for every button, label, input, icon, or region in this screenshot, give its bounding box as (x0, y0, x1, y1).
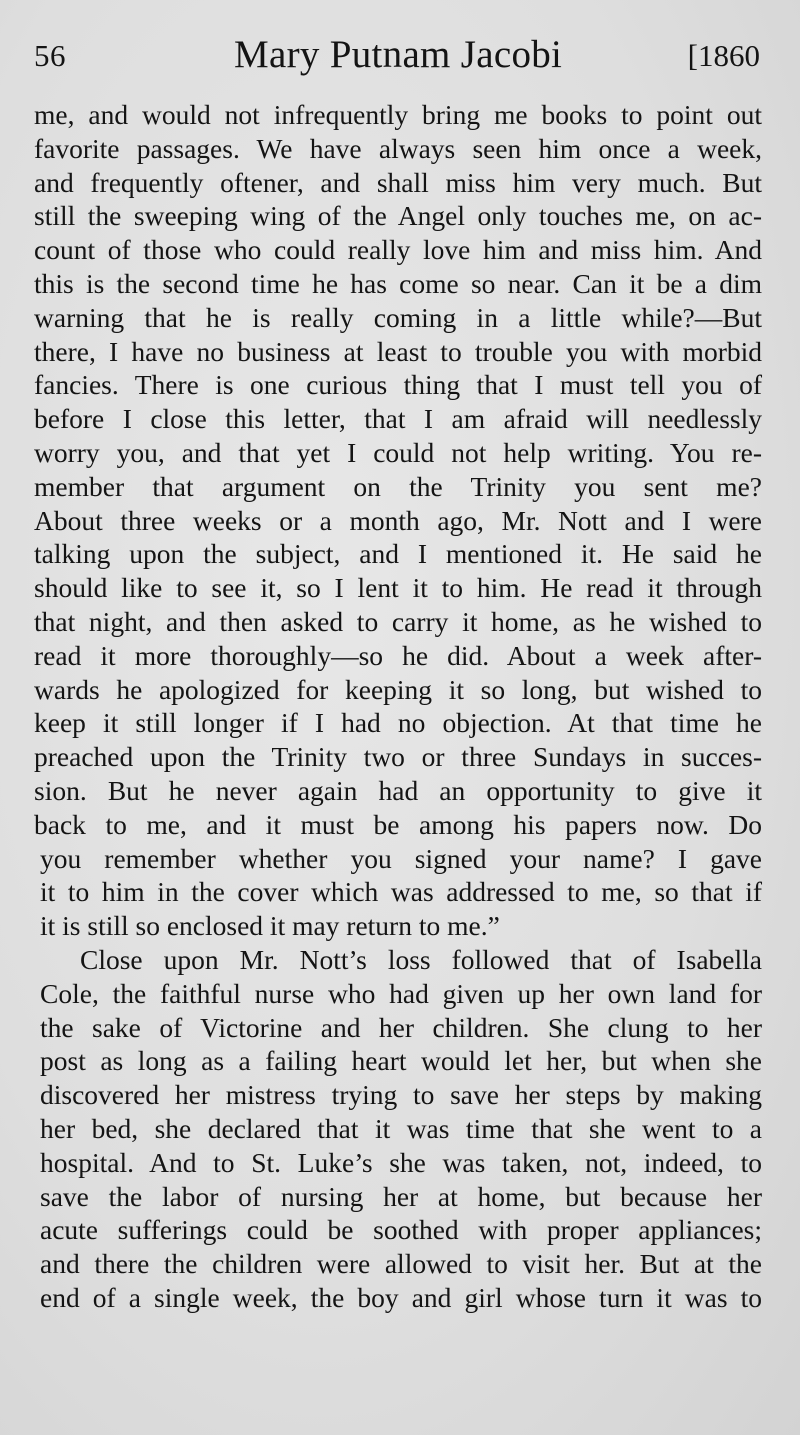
text-line: warning that he is really coming in a little while?—But (34, 301, 762, 333)
text-line: and frequently oftener, and shall miss him very much. But (34, 166, 762, 198)
text-line: it is still so enclosed it may return to me.” (40, 910, 500, 942)
text-line: should like to see it, so I lent it to him. He read it through (34, 572, 762, 604)
text-line: before I close this letter, that I am afraid will needlessly (34, 403, 762, 435)
text-line: still the sweeping wing of the Angel only touches me, on ac- (34, 200, 762, 232)
body-text (34, 98, 762, 1315)
text-line: fancies. There is one curious thing that I must tell you of (34, 369, 762, 401)
text-line: worry you, and that yet I could not help writing. You re- (34, 436, 762, 468)
text-line: read it more thoroughly—so he did. About a week after- (34, 639, 762, 671)
text-line: this is the second time he has come so near. Can it be a dim (34, 267, 762, 299)
text-line: her bed, she declared that it was time that she went to a (40, 1112, 762, 1144)
running-head: Mary Putnam Jacobi (234, 33, 563, 76)
text-line: favorite passages. We have always seen him once a week, (34, 132, 762, 164)
text-line: back to me, and it must be among his papers now. Do (34, 808, 762, 840)
text-line: preached upon the Trinity two or three Sundays in succes- (34, 741, 762, 773)
text-line: keep it still longer if I had no objection. At that time he (34, 707, 762, 739)
text-line: count of those who could really love him and miss him. And (34, 234, 762, 266)
text-line: save the labor of nursing her at home, but because her (40, 1180, 762, 1212)
text-line: acute sufferings could be soothed with proper appliances; (40, 1214, 762, 1246)
paragraph-first-line: Close upon Mr. Nott’s loss followed that of Isabella (80, 943, 762, 975)
text-line: the sake of Victorine and her children. She clung to her (40, 1011, 762, 1043)
page-header (34, 30, 760, 80)
text-line: and there the children were allowed to visit her. But at the (40, 1248, 762, 1280)
text-line: me, and would not infrequently bring me books to point out (34, 99, 762, 130)
running-head-year: [1860 (687, 38, 760, 73)
text-line: talking upon the subject, and I mentioned it. He said he (34, 538, 762, 570)
text-line: you remember whether you signed your name? I gave (40, 842, 762, 874)
text-line: Cole, the faithful nurse who had given up her own land for (40, 977, 762, 1009)
text-line: it to him in the cover which was addressed to me, so that if (40, 876, 762, 908)
text-line: that night, and then asked to carry it home, as he wished to (34, 605, 762, 637)
text-line: there, I have no business at least to trouble you with morbid (34, 335, 762, 367)
page-number: 56 (34, 38, 66, 73)
text-line: hospital. And to St. Luke’s she was taken, not, indeed, to (40, 1146, 762, 1178)
text-line: About three weeks or a month ago, Mr. Nott and I were (34, 504, 762, 536)
text-line: end of a single week, the boy and girl whose turn it was to (40, 1281, 762, 1313)
text-line: post as long as a failing heart would let her, but when she (40, 1045, 762, 1077)
text-line: member that argument on the Trinity you sent me? (34, 470, 762, 502)
text-line: wards he apologized for keeping it so long, but wished to (34, 673, 762, 705)
text-line: sion. But he never again had an opportunity to give it (34, 774, 762, 806)
text-line: discovered her mistress trying to save her steps by making (40, 1079, 762, 1111)
